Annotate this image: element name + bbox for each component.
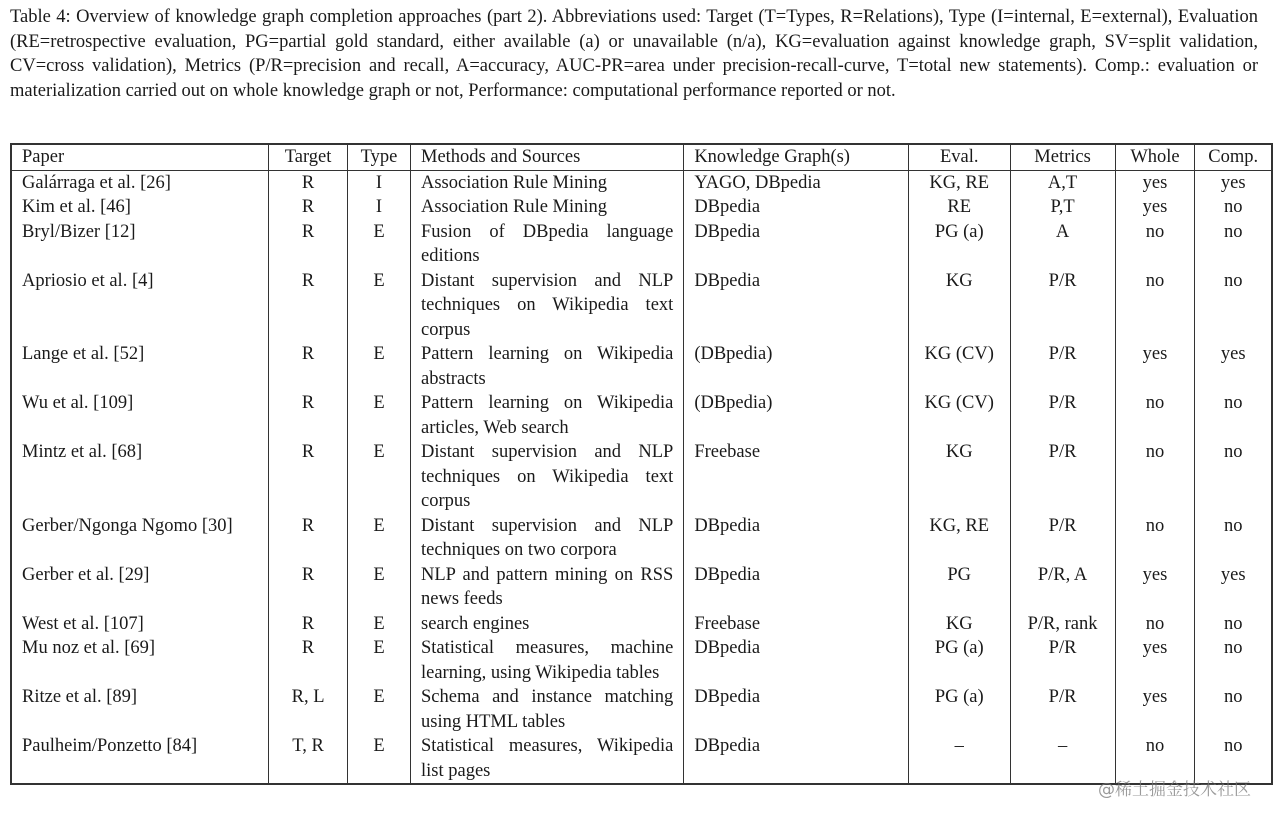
cell-methods: Association Rule Mining	[411, 170, 684, 195]
cell-target: T, R	[269, 734, 348, 784]
cell-metrics: P/R, A	[1010, 563, 1115, 612]
cell-methods: Statistical measures, machine learning, using Wikipedia tables	[411, 636, 684, 685]
cell-comp: no	[1195, 734, 1272, 784]
cell-type: E	[348, 269, 411, 343]
cell-knowledge-graph: DBpedia	[684, 514, 909, 563]
cell-type: E	[348, 563, 411, 612]
cell-whole: no	[1115, 612, 1195, 637]
table-row	[11, 342, 1272, 391]
cell-eval: PG	[908, 563, 1010, 612]
cell-comp: no	[1195, 195, 1272, 220]
cell-paper: Wu et al. [109]	[11, 391, 269, 440]
cell-metrics: P/R	[1010, 342, 1115, 391]
table-row	[11, 685, 1272, 734]
cell-metrics: P/R	[1010, 440, 1115, 514]
cell-type: E	[348, 612, 411, 637]
cell-knowledge-graph: DBpedia	[684, 734, 909, 784]
cell-knowledge-graph: DBpedia	[684, 220, 909, 269]
cell-whole: no	[1115, 269, 1195, 343]
cell-type: I	[348, 170, 411, 195]
cell-metrics: P/R, rank	[1010, 612, 1115, 637]
table-row	[11, 220, 1272, 269]
cell-eval: KG (CV)	[908, 342, 1010, 391]
header-paper: Paper	[11, 144, 269, 170]
cell-target: R	[269, 563, 348, 612]
table-row	[11, 563, 1272, 612]
cell-type: E	[348, 440, 411, 514]
cell-type: E	[348, 391, 411, 440]
cell-paper: Gerber et al. [29]	[11, 563, 269, 612]
cell-paper: Ritze et al. [89]	[11, 685, 269, 734]
header-knowledge-graph: Knowledge Graph(s)	[684, 144, 909, 170]
cell-methods: Pattern learning on Wikipedia abstracts	[411, 342, 684, 391]
cell-comp: yes	[1195, 342, 1272, 391]
cell-eval: KG, RE	[908, 514, 1010, 563]
approaches-table	[10, 143, 1273, 785]
table-row	[11, 636, 1272, 685]
cell-whole: yes	[1115, 342, 1195, 391]
cell-target: R	[269, 514, 348, 563]
header-type: Type	[348, 144, 411, 170]
cell-comp: yes	[1195, 170, 1272, 195]
cell-eval: KG	[908, 269, 1010, 343]
cell-eval: –	[908, 734, 1010, 784]
table-row	[11, 195, 1272, 220]
cell-type: E	[348, 685, 411, 734]
cell-type: E	[348, 514, 411, 563]
header-methods: Methods and Sources	[411, 144, 684, 170]
cell-type: I	[348, 195, 411, 220]
cell-metrics: P/R	[1010, 685, 1115, 734]
cell-type: E	[348, 636, 411, 685]
cell-type: E	[348, 342, 411, 391]
cell-comp: no	[1195, 391, 1272, 440]
header-eval: Eval.	[908, 144, 1010, 170]
cell-paper: Bryl/Bizer [12]	[11, 220, 269, 269]
cell-methods: Fusion of DBpedia language editions	[411, 220, 684, 269]
cell-eval: RE	[908, 195, 1010, 220]
table-row	[11, 269, 1272, 343]
header-comp: Comp.	[1195, 144, 1272, 170]
cell-comp: no	[1195, 636, 1272, 685]
cell-whole: yes	[1115, 170, 1195, 195]
cell-eval: PG (a)	[908, 220, 1010, 269]
table-caption: Table 4: Overview of knowledge graph completion approaches (part 2). Abbreviations used: Target (T=Types, R=Relations), Type (I=internal, E=external), Evaluation (RE=retrospective evaluation, PG=partial gold standard, either available (a) or unavailable (n/a), KG=evaluation against knowledge graph, SV=split validation, CV=cross validation), Metrics (P/R=precision and recall, A=accuracy, AUC-PR=area under precision-recall-curve, T=total new statements). Comp.: evaluation or materialization carried out on whole knowledge graph or not, Performance: computational performance reported or not.	[10, 7, 1258, 101]
cell-target: R	[269, 636, 348, 685]
table-row	[11, 514, 1272, 563]
cell-paper: Mintz et al. [68]	[11, 440, 269, 514]
cell-paper: Lange et al. [52]	[11, 342, 269, 391]
cell-paper: Mu noz et al. [69]	[11, 636, 269, 685]
cell-whole: no	[1115, 220, 1195, 269]
cell-comp: no	[1195, 440, 1272, 514]
table-row	[11, 612, 1272, 637]
cell-knowledge-graph: DBpedia	[684, 195, 909, 220]
cell-knowledge-graph: DBpedia	[684, 563, 909, 612]
cell-metrics: P/R	[1010, 636, 1115, 685]
cell-comp: no	[1195, 685, 1272, 734]
cell-target: R	[269, 170, 348, 195]
cell-knowledge-graph: (DBpedia)	[684, 342, 909, 391]
header-target: Target	[269, 144, 348, 170]
cell-whole: no	[1115, 514, 1195, 563]
cell-eval: KG (CV)	[908, 391, 1010, 440]
cell-whole: no	[1115, 734, 1195, 784]
cell-paper: Gerber/Ngonga Ngomo [30]	[11, 514, 269, 563]
cell-methods: Statistical measures, Wikipedia list pages	[411, 734, 684, 784]
cell-knowledge-graph: DBpedia	[684, 636, 909, 685]
cell-knowledge-graph: (DBpedia)	[684, 391, 909, 440]
cell-knowledge-graph: Freebase	[684, 440, 909, 514]
cell-whole: yes	[1115, 685, 1195, 734]
cell-comp: no	[1195, 220, 1272, 269]
cell-target: R	[269, 195, 348, 220]
cell-target: R	[269, 269, 348, 343]
cell-metrics: A	[1010, 220, 1115, 269]
cell-methods: search engines	[411, 612, 684, 637]
cell-metrics: P,T	[1010, 195, 1115, 220]
table-row	[11, 391, 1272, 440]
cell-eval: PG (a)	[908, 685, 1010, 734]
table-row	[11, 170, 1272, 195]
cell-eval: KG, RE	[908, 170, 1010, 195]
cell-knowledge-graph: YAGO, DBpedia	[684, 170, 909, 195]
cell-type: E	[348, 734, 411, 784]
cell-methods: Pattern learning on Wikipedia articles, Web search	[411, 391, 684, 440]
cell-whole: yes	[1115, 195, 1195, 220]
cell-methods: NLP and pattern mining on RSS news feeds	[411, 563, 684, 612]
cell-target: R	[269, 391, 348, 440]
cell-knowledge-graph: DBpedia	[684, 685, 909, 734]
cell-target: R	[269, 612, 348, 637]
table-row	[11, 734, 1272, 784]
cell-comp: no	[1195, 269, 1272, 343]
header-whole: Whole	[1115, 144, 1195, 170]
cell-paper: Galárraga et al. [26]	[11, 170, 269, 195]
cell-metrics: P/R	[1010, 269, 1115, 343]
cell-metrics: P/R	[1010, 514, 1115, 563]
header-metrics: Metrics	[1010, 144, 1115, 170]
cell-knowledge-graph: DBpedia	[684, 269, 909, 343]
watermark: @稀土掘金技术社区	[1098, 780, 1251, 800]
cell-comp: no	[1195, 612, 1272, 637]
cell-methods: Schema and instance matching using HTML tables	[411, 685, 684, 734]
cell-metrics: –	[1010, 734, 1115, 784]
cell-whole: yes	[1115, 563, 1195, 612]
cell-paper: Paulheim/Ponzetto [84]	[11, 734, 269, 784]
cell-eval: PG (a)	[908, 636, 1010, 685]
cell-comp: yes	[1195, 563, 1272, 612]
cell-target: R	[269, 342, 348, 391]
header-row	[11, 144, 1272, 170]
cell-metrics: P/R	[1010, 391, 1115, 440]
cell-eval: KG	[908, 440, 1010, 514]
cell-knowledge-graph: Freebase	[684, 612, 909, 637]
cell-whole: no	[1115, 440, 1195, 514]
cell-eval: KG	[908, 612, 1010, 637]
table-row	[11, 440, 1272, 514]
cell-target: R	[269, 440, 348, 514]
cell-target: R, L	[269, 685, 348, 734]
cell-paper: West et al. [107]	[11, 612, 269, 637]
cell-methods: Distant supervision and NLP techniques on Wikipedia text corpus	[411, 440, 684, 514]
cell-whole: no	[1115, 391, 1195, 440]
cell-metrics: A,T	[1010, 170, 1115, 195]
cell-paper: Kim et al. [46]	[11, 195, 269, 220]
cell-comp: no	[1195, 514, 1272, 563]
cell-methods: Distant supervision and NLP techniques on Wikipedia text corpus	[411, 269, 684, 343]
cell-methods: Association Rule Mining	[411, 195, 684, 220]
cell-target: R	[269, 220, 348, 269]
cell-type: E	[348, 220, 411, 269]
cell-paper: Apriosio et al. [4]	[11, 269, 269, 343]
cell-whole: yes	[1115, 636, 1195, 685]
cell-methods: Distant supervision and NLP techniques on two corpora	[411, 514, 684, 563]
